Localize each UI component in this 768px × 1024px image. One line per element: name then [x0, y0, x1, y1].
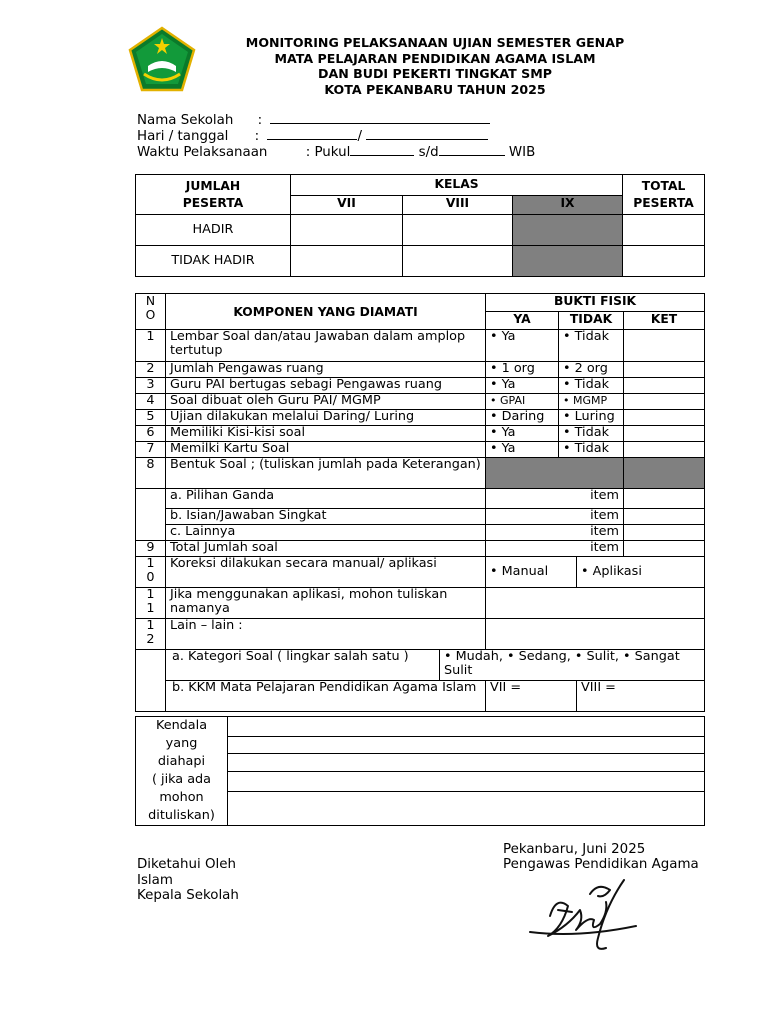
ket-header: KET [624, 312, 705, 330]
pengawas-label: Pengawas Pendidikan Agama [503, 857, 699, 872]
hari-tanggal-row: Hari / tanggal : / [137, 128, 488, 145]
title-line-2: MATA PELAJARAN PENDIDIKAN AGAMA ISLAM [274, 50, 596, 66]
row-no: 3 [136, 378, 166, 394]
row-no: 8 [136, 458, 166, 489]
row-ket-cell[interactable] [624, 410, 705, 426]
hadir-label: HADIR [136, 215, 291, 246]
row-ket-cell[interactable] [624, 330, 705, 362]
lain-lain-cell[interactable] [486, 619, 705, 650]
kkm-viii-field[interactable]: VIII = [577, 681, 705, 712]
place-date: Pekanbaru, Juni 2025 [503, 842, 646, 857]
kendala-line[interactable] [228, 772, 705, 791]
jumlah-peserta-header: JUMLAH PESERTA [136, 175, 291, 215]
attendance-table [135, 174, 705, 277]
waktu-label: Waktu Pelaksanaan [137, 145, 268, 160]
row-text: Koreksi dilakukan secara manual/ aplikasi [166, 557, 486, 588]
sub-no-blank [136, 650, 166, 712]
waktu-row: Waktu Pelaksanaan : Pukul s/d WIB [137, 145, 536, 160]
kendala-line[interactable] [228, 717, 705, 737]
bentuk-soal-shaded [486, 458, 624, 489]
row-ya-option[interactable]: • 1 org [486, 362, 559, 378]
row-text: Soal dibuat oleh Guru PAI/ MGMP [166, 394, 486, 410]
item-label: item [486, 489, 624, 509]
row-text: Total Jumlah soal [166, 541, 486, 557]
kendala-label: Kendala yang diahapi ( jika ada mohon dituliskan) [136, 717, 228, 826]
item-label: item [486, 509, 624, 525]
manual-option[interactable]: • Manual [486, 557, 577, 588]
aplikasi-option[interactable]: • Aplikasi [577, 557, 705, 588]
kategori-soal-options[interactable]: • Mudah, • Sedang, • Sulit, • Sangat Sulit [440, 650, 705, 681]
pukul-end-blank[interactable] [439, 144, 505, 156]
tidak-hadir-viii-cell[interactable] [403, 246, 513, 277]
row-no: 1 [136, 330, 166, 362]
row-text: Guru PAI bertugas sebagi Pengawas ruang [166, 378, 486, 394]
total-soal-cell[interactable] [624, 541, 705, 557]
kendala-line[interactable] [228, 791, 705, 825]
tidak-hadir-label: TIDAK HADIR [136, 246, 291, 277]
komponen-header: KOMPONEN YANG DIAMATI [166, 294, 486, 330]
tidak-hadir-total-cell[interactable] [623, 246, 705, 277]
row-ya-option[interactable]: • GPAI [486, 394, 559, 410]
title-line-3: DAN BUDI PEKERTI TINGKAT SMP [318, 66, 552, 81]
tidak-hadir-vii-cell[interactable] [291, 246, 403, 277]
hari-blank[interactable] [267, 128, 357, 140]
signature-image [528, 876, 640, 960]
row-ya-option[interactable]: • Daring [486, 410, 559, 426]
row-text: Jumlah Pengawas ruang [166, 362, 486, 378]
kendala-table [135, 716, 705, 826]
row-tidak-option[interactable]: • 2 org [559, 362, 624, 378]
row-text: Lembar Soal dan/atau Jawaban dalam amplop tertutup [166, 330, 486, 362]
row-tidak-option[interactable]: • Tidak [559, 378, 624, 394]
diketahui-label: Diketahui Oleh [137, 857, 236, 872]
kepala-sekolah-label: Kepala Sekolah [137, 888, 239, 903]
row-ket-cell[interactable] [624, 426, 705, 442]
tidak-header: TIDAK [559, 312, 624, 330]
item-count-cell[interactable] [624, 509, 705, 525]
row-ya-option[interactable]: • Ya [486, 426, 559, 442]
kkm-vii-field[interactable]: VII = [486, 681, 577, 712]
row-no: 9 [136, 541, 166, 557]
document-title [200, 35, 670, 97]
row-ya-option[interactable]: • Ya [486, 378, 559, 394]
row-tidak-option[interactable]: • Tidak [559, 426, 624, 442]
bukti-fisik-header: BUKTI FISIK [486, 294, 705, 312]
islam-label: Islam [137, 873, 173, 888]
row-ya-option[interactable]: • Ya [486, 330, 559, 362]
row-no: 1 0 [136, 557, 166, 588]
kelas-ix: IX [513, 196, 623, 215]
row-no: 4 [136, 394, 166, 410]
sub-label-pilihan-ganda: a. Pilihan Ganda [166, 489, 486, 509]
row-no: 5 [136, 410, 166, 426]
row-no: 2 [136, 362, 166, 378]
tanggal-blank[interactable] [366, 128, 488, 140]
row-text: Memiliki Kisi-kisi soal [166, 426, 486, 442]
row-text: Lain – lain : [166, 619, 486, 650]
kategori-soal-label: a. Kategori Soal ( lingkar salah satu ) [166, 650, 440, 681]
sub-label-lainnya: c. Lainnya [166, 525, 486, 541]
row-ket-cell[interactable] [624, 442, 705, 458]
row-tidak-option[interactable]: • Tidak [559, 330, 624, 362]
sub-no-blank [136, 489, 166, 541]
nama-sekolah-blank[interactable] [270, 112, 490, 124]
title-line-4: KOTA PEKANBARU TAHUN 2025 [324, 81, 546, 97]
row-text: Jika menggunakan aplikasi, mohon tuliskan namanya [166, 588, 486, 619]
kkm-label: b. KKM Mata Pelajaran Pendidikan Agama Islam [166, 681, 486, 712]
nama-aplikasi-cell[interactable] [486, 588, 705, 619]
row-tidak-option[interactable]: • MGMP [559, 394, 624, 410]
hadir-ix-cell [513, 215, 623, 246]
hari-tanggal-label: Hari / tanggal [137, 129, 229, 144]
item-label: item [486, 541, 624, 557]
row-no: 6 [136, 426, 166, 442]
hadir-total-cell[interactable] [623, 215, 705, 246]
row-ket-cell[interactable] [624, 394, 705, 410]
row-text: Memilki Kartu Soal [166, 442, 486, 458]
bentuk-soal-ket-shaded [624, 458, 705, 489]
hadir-vii-cell[interactable] [291, 215, 403, 246]
kendala-line[interactable] [228, 754, 705, 772]
row-no: 7 [136, 442, 166, 458]
components-table [135, 293, 705, 712]
item-count-cell[interactable] [624, 525, 705, 541]
row-tidak-option[interactable]: • Tidak [559, 442, 624, 458]
kendala-line[interactable] [228, 737, 705, 754]
kemenag-logo [128, 26, 196, 92]
kelas-header: KELAS [291, 175, 623, 196]
row-ket-cell[interactable] [624, 362, 705, 378]
pukul-start-blank[interactable] [350, 144, 414, 156]
nama-sekolah-row: Nama Sekolah : [137, 112, 490, 129]
hadir-viii-cell[interactable] [403, 215, 513, 246]
total-peserta-header: TOTAL PESERTA [623, 175, 705, 215]
kelas-vii: VII [291, 196, 403, 215]
ya-header: YA [486, 312, 559, 330]
row-tidak-option[interactable]: • Luring [559, 410, 624, 426]
kelas-viii: VIII [403, 196, 513, 215]
row-text: Ujian dilakukan melalui Daring/ Luring [166, 410, 486, 426]
tidak-hadir-ix-cell [513, 246, 623, 277]
row-ket-cell[interactable] [624, 378, 705, 394]
row-text: Bentuk Soal ; (tuliskan jumlah pada Keterangan) [166, 458, 486, 489]
item-count-cell[interactable] [624, 489, 705, 509]
nama-sekolah-label: Nama Sekolah [137, 113, 234, 128]
row-no: 1 1 [136, 588, 166, 619]
row-ya-option[interactable]: • Ya [486, 442, 559, 458]
no-header: N O [136, 294, 166, 330]
item-label: item [486, 525, 624, 541]
sub-label-isian: b. Isian/Jawaban Singkat [166, 509, 486, 525]
row-no: 1 2 [136, 619, 166, 650]
title-line-1: MONITORING PELAKSANAAN UJIAN SEMESTER GENAP [245, 35, 625, 50]
